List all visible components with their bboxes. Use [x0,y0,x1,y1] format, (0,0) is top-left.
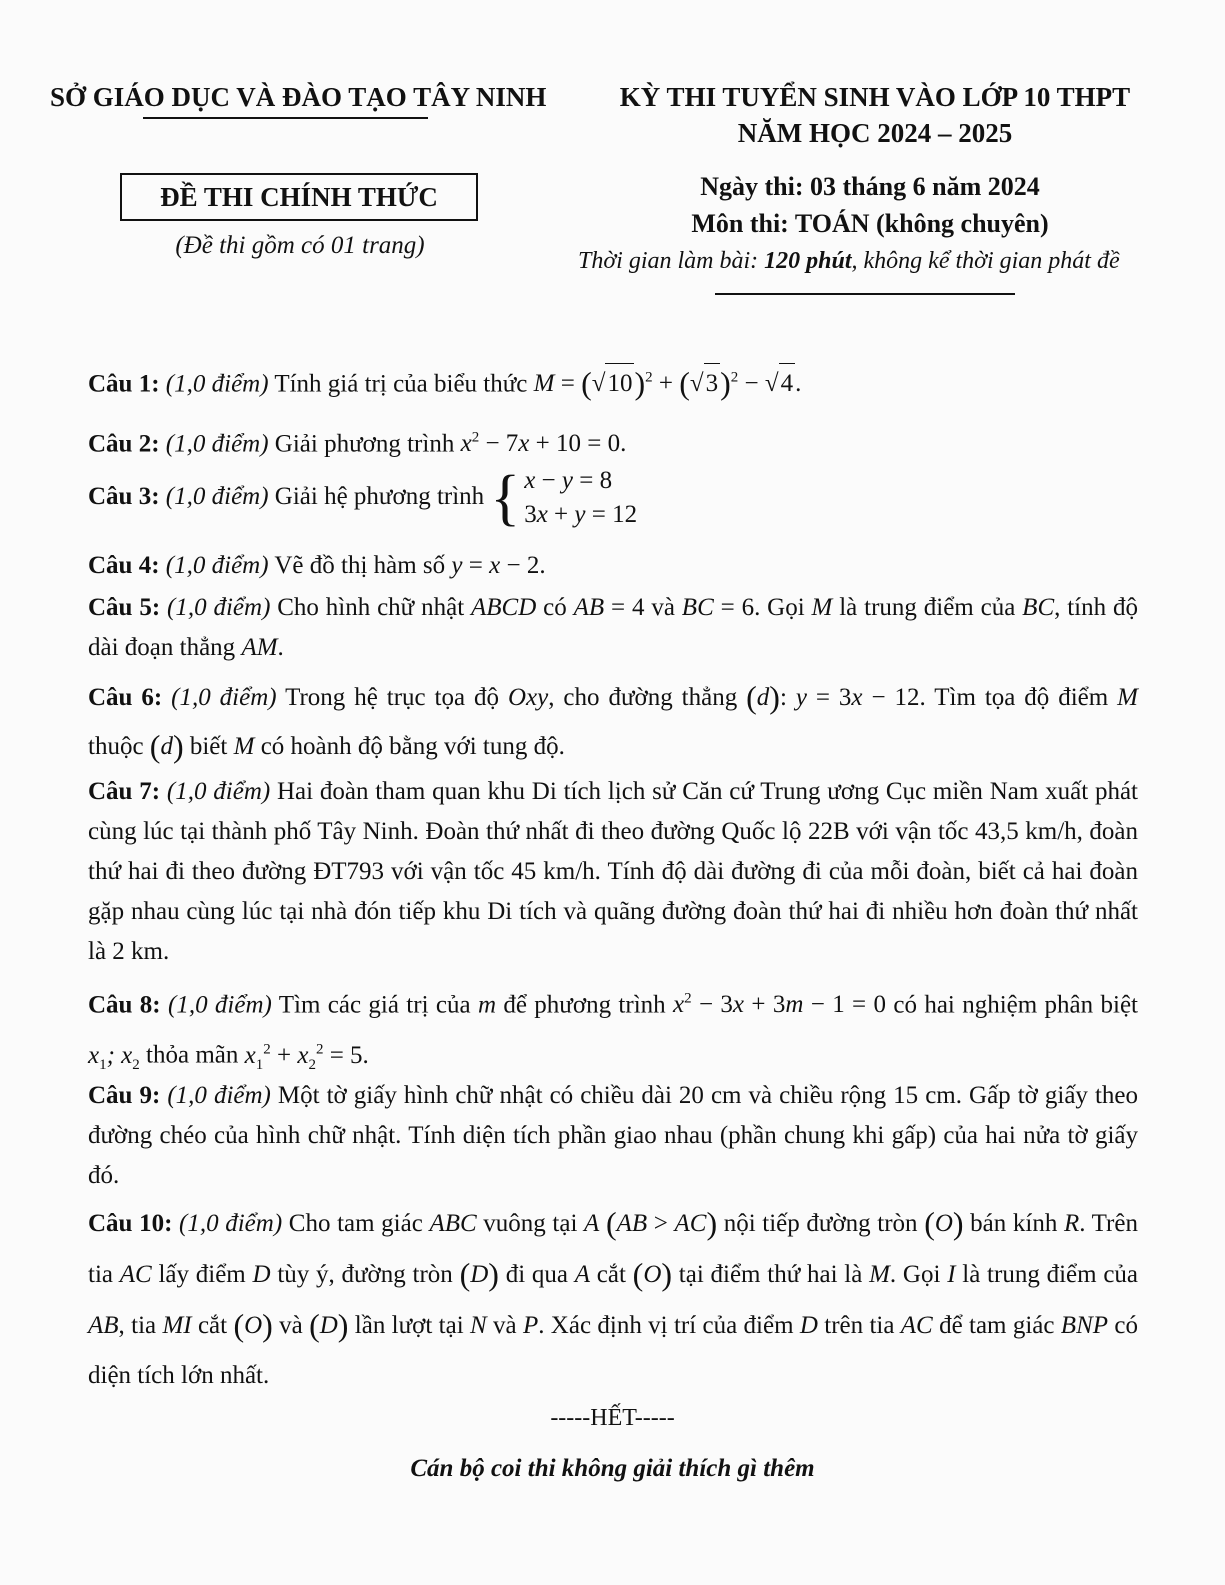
official-exam-box [120,173,478,221]
exam-time [578,248,1120,275]
department-underline [143,117,428,119]
question-2 [88,418,1138,464]
question-label: Câu 6: [88,684,163,711]
question-1 [88,358,1138,404]
equation-system [490,464,637,532]
official-exam-label: ĐỀ THI CHÍNH THỨC [160,181,438,212]
question-points: (1,0 điểm) [165,483,269,510]
question-text: Một tờ giấy hình chữ nhật có chiều dài 20 cm và chiều rộng 15 cm. Gấp tờ giấy theo đường chéo của hình chữ nhật. Tính diện tích phần giao nhau (phần chung khi gấp) của hai nửa tờ giấy đó. [88,1082,1138,1189]
question-9 [88,1076,1138,1196]
exam-subject: Môn thi: TOÁN (không chuyên) [691,209,1049,238]
question-6: Câu 6: (1,0 điểm) Trong hệ trục tọa độ Oxy, cho đường thẳng (d): y = 3x − 12. Tìm tọa độ điểm M thuộc (d) biết M có hoành độ bằng với tung độ. [88,679,1138,764]
question-3 [88,462,1138,532]
question-text: Giải phương trình [268,430,461,458]
exam-time-duration: 120 phút [764,248,852,274]
question-label: Câu 5: [88,594,161,621]
math-expression: y = x − 2. [451,552,546,579]
question-points: (1,0 điểm) [165,430,269,458]
exam-time-suffix: , không kể thời gian phát đề [851,248,1120,274]
question-points: (1,0 điểm) [167,594,271,621]
brace-icon: { [490,464,521,533]
question-label: Câu 1: [88,370,160,398]
time-underline [715,293,1015,295]
end-mark: -----HẾT----- [550,1405,675,1431]
math-expression: $x^2 - 7x + 10 = 0$. [460,430,627,458]
question-points: (1,0 điểm) [171,684,277,711]
exam-time-prefix: Thời gian làm bài: [578,248,765,274]
question-points: (1,0 điểm) [165,370,269,398]
question-points: (1,0 điểm) [166,778,271,805]
equation-line: x − y = 8 [524,467,613,495]
question-text: Vẽ đồ thị hàm số [268,552,452,579]
question-text: Giải hệ phương trình [268,483,491,510]
question-5: Câu 5: (1,0 điểm) Cho hình chữ nhật ABCD có AB = 4 và BC = 6. Gọi M là trung điểm của BC, tính độ dài đoạn thẳng AM. [88,594,1138,661]
exam-date: Ngày thi: 03 tháng 6 năm 2024 [700,172,1040,201]
school-year: NĂM HỌC 2024 – 2025 [737,118,1013,148]
math-expression: $M = (√10)^2 + (√3)^2 - √4$. [534,370,802,397]
page-count-note: (Đề thi gồm có 01 trang) [175,232,425,259]
question-label: Câu 8: [88,991,161,1019]
question-label: Câu 10: [88,1210,173,1237]
equation-line: 3x + y = 12 [524,501,638,529]
question-text: Hai đoàn tham quan khu Di tích lịch sử Căn cứ Trung ương Cục miền Nam xuất phát cùng lúc tại thành phố Tây Ninh. Đoàn thứ nhất đi theo đường Quốc lộ 22B với vận tốc 43,5 km/h, đoàn thứ hai đi theo đường ĐT793 với vận tốc 45 km/h. Tính độ dài đường đi của mỗi đoàn, biết cả hai đoàn gặp nhau cùng lúc tại nhà đón tiếp khu Di tích và quãng đường đoàn thứ hai đi nhiều hơn đoàn thứ nhất là 2 km. [88,778,1138,965]
question-points: (1,0 điểm) [167,1082,271,1109]
department-name: SỞ GIÁO DỤC VÀ ĐÀO TẠO TÂY NINH [50,82,547,112]
question-label: Câu 2: [88,430,160,458]
question-7 [88,772,1138,972]
question-points: (1,0 điểm) [179,1210,283,1237]
exam-title: KỲ THI TUYỂN SINH VÀO LỚP 10 THPT [619,82,1131,112]
proctor-note: Cán bộ coi thi không giải thích gì thêm [410,1455,815,1482]
question-label: Câu 4: [88,552,160,579]
question-10: Câu 10: (1,0 điểm) Cho tam giác ABC vuông tại A (AB > AC) nội tiếp đường tròn (O) bán kính R. Trên tia AC lấy điểm D tùy ý, đường tròn (D) đi qua A cắt (O) tại điểm thứ hai là M. Gọi I là trung điểm của AB, tia MI cắt (O) và (D) lần lượt tại N và P. Xác định vị trí của điểm D trên tia AC để tam giác BNP có diện tích lớn nhất. [88,1205,1139,1389]
question-label: Câu 7: [88,778,161,805]
question-text: Tính giá trị của biểu thức [268,370,534,398]
question-8: Câu 8: (1,0 điểm) Tìm các giá trị của m để phương trình $x^2 - 3x + 3m - 1 = 0$ có hai nghiệm phân biệt $x_1$; $x_2$ thỏa mãn $x_1^2 + x_2^2 = 5$. [88,991,1138,1073]
question-points: (1,0 điểm) [168,991,272,1019]
question-label: Câu 9: [88,1082,161,1109]
question-label: Câu 3: [88,483,160,510]
question-points: (1,0 điểm) [165,552,269,579]
question-4 [88,546,1138,586]
